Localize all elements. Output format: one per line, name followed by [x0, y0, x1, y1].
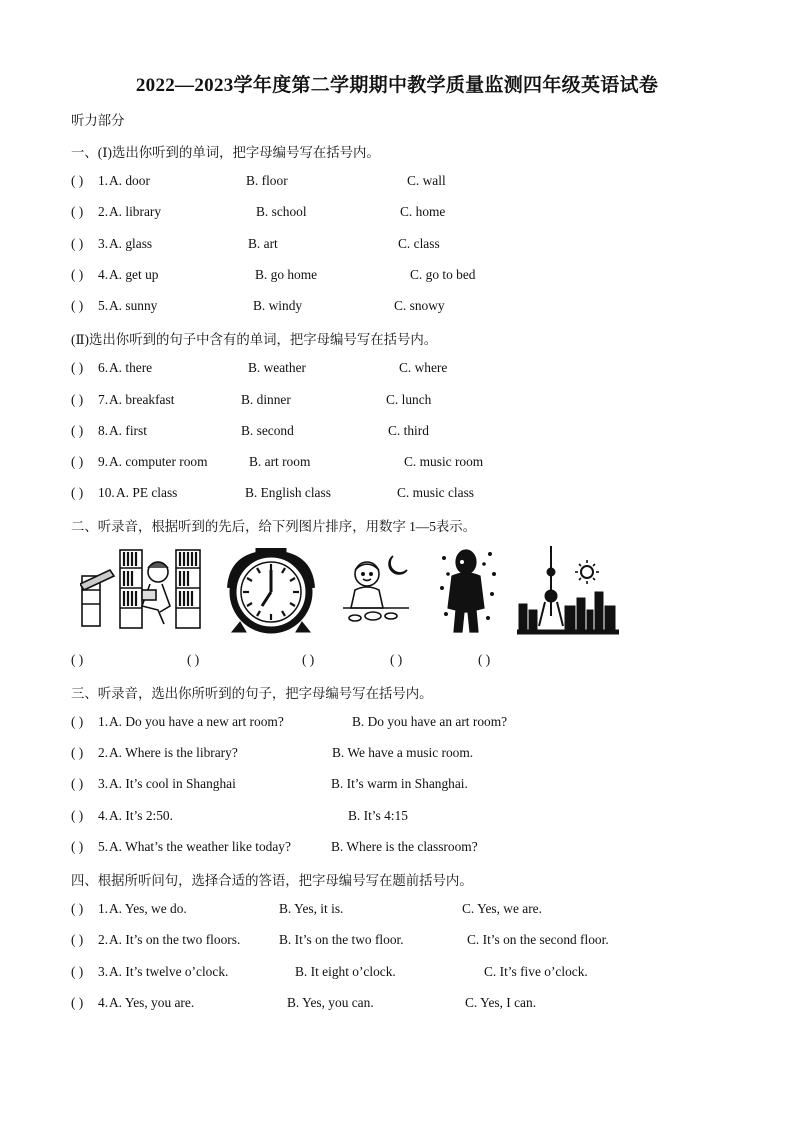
option-a: A. PE class [116, 485, 178, 500]
answer-parentheses[interactable]: ( ) [71, 204, 84, 219]
question-number: 3. [98, 236, 109, 251]
order-blank-4[interactable]: ( ) [390, 652, 403, 667]
question-number: 1. [98, 173, 109, 188]
option-b: B. go home [255, 267, 318, 282]
option-c: C. third [388, 423, 429, 438]
page-title: 2022—2023学年度第二学期期中教学质量监测四年级英语试卷 [135, 75, 659, 96]
shanghai-skyline-picture [517, 546, 619, 636]
question-number: 10. [98, 485, 115, 500]
option-a: A. library [109, 204, 162, 219]
option-b: B. weather [248, 360, 307, 375]
option-b: B. It’s warm in Shanghai. [331, 776, 468, 791]
option-b: B. art [248, 236, 278, 251]
order-blank-5[interactable]: ( ) [478, 652, 491, 667]
option-b: B. school [256, 204, 307, 219]
option-b: B. Do you have an art room? [352, 714, 508, 729]
option-c: C. class [398, 236, 440, 251]
option-b: B. English class [245, 485, 331, 500]
part1b-heading: (Ⅱ)选出你听到的句子中含有的单词，把字母编号写在括号内。 [71, 332, 438, 347]
option-c: C. wall [407, 173, 446, 188]
library-picture [80, 546, 202, 632]
option-a: A. Do you have a new art room? [109, 714, 284, 729]
option-c: C. Yes, we are. [462, 901, 542, 916]
answer-parentheses[interactable]: ( ) [71, 298, 84, 313]
section-listening: 听力部分 [71, 113, 125, 128]
answer-parentheses[interactable]: ( ) [71, 485, 84, 500]
question-number: 1. [98, 714, 109, 729]
option-a: A. It’s cool in Shanghai [109, 776, 236, 791]
question-number: 7. [98, 392, 109, 407]
option-a: A. Where is the library? [109, 745, 238, 760]
option-a: A. door [109, 173, 150, 188]
option-c: C. go to bed [410, 267, 476, 282]
option-c: C. snowy [394, 298, 445, 313]
option-a: A. computer room [109, 454, 208, 469]
option-a: A. breakfast [109, 392, 175, 407]
option-b: B. art room [249, 454, 311, 469]
picture-row [0, 546, 794, 638]
part2-heading: 二、听录音，根据听到的先后，给下列图片排序，用数字 1—5表示。 [71, 519, 477, 534]
question-number: 9. [98, 454, 109, 469]
answer-parentheses[interactable]: ( ) [71, 392, 84, 407]
option-c: C. music room [404, 454, 484, 469]
answer-parentheses[interactable]: ( ) [71, 808, 84, 823]
option-a: A. first [109, 423, 147, 438]
question-number: 2. [98, 932, 109, 947]
option-b: B. We have a music room. [332, 745, 474, 760]
option-c: C. It’s on the second floor. [467, 932, 609, 947]
answer-parentheses[interactable]: ( ) [71, 454, 84, 469]
option-c: C. It’s five o’clock. [484, 964, 588, 979]
option-a: A. get up [109, 267, 159, 282]
question-number: 2. [98, 745, 109, 760]
question-number: 1. [98, 901, 109, 916]
option-b: B. dinner [241, 392, 291, 407]
order-blank-2[interactable]: ( ) [187, 652, 200, 667]
question-number: 3. [98, 964, 109, 979]
question-number: 5. [98, 839, 109, 854]
option-a: A. It’s on the two floors. [109, 932, 241, 947]
answer-parentheses[interactable]: ( ) [71, 173, 84, 188]
option-b: B. windy [253, 298, 303, 313]
option-b: B. Yes, you can. [287, 995, 374, 1010]
question-number: 5. [98, 298, 109, 313]
option-b: B. It eight o’clock. [295, 964, 396, 979]
answer-parentheses[interactable]: ( ) [71, 714, 84, 729]
answer-parentheses[interactable]: ( ) [71, 745, 84, 760]
answer-parentheses[interactable]: ( ) [71, 995, 84, 1010]
question-number: 4. [98, 808, 109, 823]
answer-parentheses[interactable]: ( ) [71, 776, 84, 791]
option-b: B. It’s on the two floor. [279, 932, 404, 947]
option-b: B. Where is the classroom? [331, 839, 478, 854]
option-a: A. It’s 2:50. [109, 808, 173, 823]
option-c: C. where [399, 360, 448, 375]
option-c: C. Yes, I can. [465, 995, 537, 1010]
question-number: 4. [98, 995, 109, 1010]
option-c: C. music class [397, 485, 474, 500]
question-number: 2. [98, 204, 109, 219]
order-blank-3[interactable]: ( ) [302, 652, 315, 667]
answer-parentheses[interactable]: ( ) [71, 236, 84, 251]
answer-parentheses[interactable]: ( ) [71, 901, 84, 916]
part1-heading: 一、(Ⅰ)选出你听到的单词，把字母编号写在括号内。 [71, 145, 380, 160]
option-b: B. floor [246, 173, 288, 188]
option-a: A. sunny [109, 298, 158, 313]
option-a: A. there [109, 360, 153, 375]
option-b: B. second [241, 423, 294, 438]
question-number: 4. [98, 267, 109, 282]
answer-parentheses[interactable]: ( ) [71, 360, 84, 375]
part3-heading: 三、听录音，选出你所听到的句子，把字母编号写在括号内。 [71, 686, 433, 701]
option-c: C. lunch [386, 392, 432, 407]
question-number: 3. [98, 776, 109, 791]
part4-heading: 四、根据所听问句，选择合适的答语，把字母编号写在题前括号内。 [71, 873, 473, 888]
answer-parentheses[interactable]: ( ) [71, 423, 84, 438]
option-c: C. home [400, 204, 446, 219]
option-b: B. Yes, it is. [279, 901, 344, 916]
option-a: A. Yes, you are. [109, 995, 195, 1010]
option-a: A. It’s twelve o’clock. [109, 964, 229, 979]
option-a: A. Yes, we do. [109, 901, 187, 916]
order-blank-1[interactable]: ( ) [71, 652, 84, 667]
question-number: 6. [98, 360, 109, 375]
option-b: B. It’s 4:15 [348, 808, 408, 823]
answer-parentheses[interactable]: ( ) [71, 839, 84, 854]
answer-parentheses[interactable]: ( ) [71, 932, 84, 947]
alarm-clock-picture [222, 548, 320, 634]
answer-parentheses[interactable]: ( ) [71, 267, 84, 282]
snowy-picture [440, 548, 500, 636]
dinner-picture [343, 550, 413, 632]
option-a: A. glass [109, 236, 153, 251]
option-a: A. What’s the weather like today? [109, 839, 291, 854]
answer-parentheses[interactable]: ( ) [71, 964, 84, 979]
question-number: 8. [98, 423, 109, 438]
